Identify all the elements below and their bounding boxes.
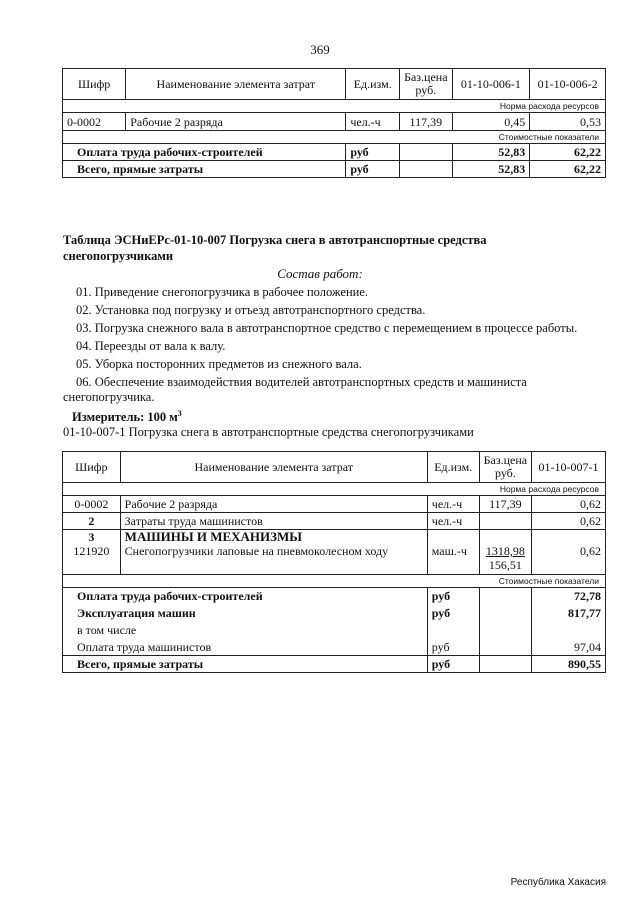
summary-name: Всего, прямые затраты	[63, 656, 428, 673]
header-unit: Ед.изм.	[346, 69, 400, 100]
summary-name: Эксплуатация машин	[63, 605, 428, 622]
summary-v1	[532, 622, 606, 639]
work-item: 03. Погрузка снежного вала в автотранспортное средство с перемещением в процессе работы.	[76, 321, 578, 335]
work-item: 06. Обеспечение взаимодействия водителей автотранспортных средств и машиниста	[76, 375, 527, 389]
header-price: Баз.цена руб.	[479, 452, 531, 483]
row-v2: 0,53	[530, 113, 606, 131]
work-item: 02. Установка под погрузку и отъезд автотранспортного средства.	[76, 303, 426, 317]
summary-v2: 62,22	[530, 161, 606, 178]
section-title-line1: Таблица ЭСНиЕРс-01-10-007 Погрузка снега в автотранспортные средства	[63, 233, 487, 247]
work-item: 01. Приведение снегопогрузчика в рабочее положение.	[76, 285, 369, 299]
summary-unit	[427, 622, 479, 639]
norm-label: Норма расхода ресурсов	[63, 483, 606, 496]
header-name: Наименование элемента затрат	[126, 69, 346, 100]
summary-unit: руб	[346, 161, 400, 178]
row-name: Рабочие 2 разряда	[126, 113, 346, 131]
meter-text: Измеритель: 100 м	[72, 410, 178, 425]
summary-unit: руб	[346, 144, 400, 161]
cost-label: Стоимостные показатели	[63, 131, 606, 144]
work-item: 05. Уборка посторонних предметов из снежного вала.	[76, 357, 362, 371]
summary-unit: руб	[427, 639, 479, 656]
work-item: снегопогрузчика.	[63, 390, 155, 404]
summary-unit: руб	[427, 588, 479, 605]
footer-region: Республика Хакасия	[510, 877, 606, 888]
composition-title: Состав работ:	[277, 266, 363, 281]
cost-label: Стоимостные показатели	[63, 575, 606, 588]
machines-code: 3	[88, 530, 95, 544]
summary-unit: руб	[427, 656, 479, 673]
header-col1: 01-10-007-1	[532, 452, 606, 483]
header-col1: 01-10-006-1	[452, 69, 530, 100]
header-price: Баз.цена руб.	[400, 69, 452, 100]
machine-v1: 0,62	[532, 530, 606, 575]
summary-v1: 97,04	[532, 639, 606, 656]
machine-block-code	[63, 530, 121, 575]
row-code: 0-0002	[63, 496, 121, 513]
work-item: 04. Переезды от вала к валу.	[76, 339, 226, 353]
summary-v1: 52,83	[452, 161, 530, 178]
row-name: Рабочие 2 разряда	[120, 496, 427, 513]
norm-label: Норма расхода ресурсов	[63, 100, 606, 113]
cost-table-2	[62, 451, 606, 673]
machine-name: Снегопогрузчики лаповые на пневмоколесном ходу	[124, 544, 389, 558]
header-code: Шифр	[63, 452, 121, 483]
row-price: 117,39	[479, 496, 531, 513]
row-unit: чел.-ч	[427, 496, 479, 513]
summary-v1: 52,83	[452, 144, 530, 161]
summary-name: Оплата труда рабочих-строителей	[63, 144, 346, 161]
summary-v2: 62,22	[530, 144, 606, 161]
page-number: 369	[310, 42, 330, 57]
row-v1: 0,45	[452, 113, 530, 131]
summary-v1: 817,77	[532, 605, 606, 622]
summary-name: Всего, прямые затраты	[63, 161, 346, 178]
row-v1: 0,62	[532, 496, 606, 513]
machine-price	[479, 530, 531, 575]
summary-v1: 72,78	[532, 588, 606, 605]
machine-code: 121920	[73, 544, 110, 558]
header-name: Наименование элемента затрат	[120, 452, 427, 483]
machine-block-name	[120, 530, 427, 575]
header-code: Шифр	[63, 69, 126, 100]
summary-unit: руб	[427, 605, 479, 622]
item-line: 01-10-007-1 Погрузка снега в автотранспортные средства снегопогрузчиками	[63, 425, 474, 439]
summary-name: Оплата труда машинистов	[63, 639, 428, 656]
row-code: 0-0002	[63, 113, 126, 131]
row-price: 117,39	[400, 113, 452, 131]
row-code: 2	[63, 513, 121, 530]
meter-sup: 3	[177, 409, 182, 418]
summary-name: в том числе	[63, 622, 428, 639]
row-name: Затраты труда машинистов	[120, 513, 427, 530]
machine-price-bottom: 156,51	[488, 558, 522, 572]
header-unit: Ед.изм.	[427, 452, 479, 483]
meter	[72, 406, 182, 425]
cost-table-1	[62, 68, 606, 178]
row-unit: чел.-ч	[346, 113, 400, 131]
machine-price-top: 1318,98	[485, 544, 525, 558]
row-unit: чел.-ч	[427, 513, 479, 530]
section-title-line2: снегопогрузчиками	[63, 249, 174, 263]
row-v1: 0,62	[532, 513, 606, 530]
summary-name: Оплата труда рабочих-строителей	[63, 588, 428, 605]
header-col2: 01-10-006-2	[530, 69, 606, 100]
summary-v1: 890,55	[532, 656, 606, 673]
machine-unit: маш.-ч	[427, 530, 479, 575]
machines-heading: МАШИНЫ И МЕХАНИЗМЫ	[124, 529, 303, 544]
